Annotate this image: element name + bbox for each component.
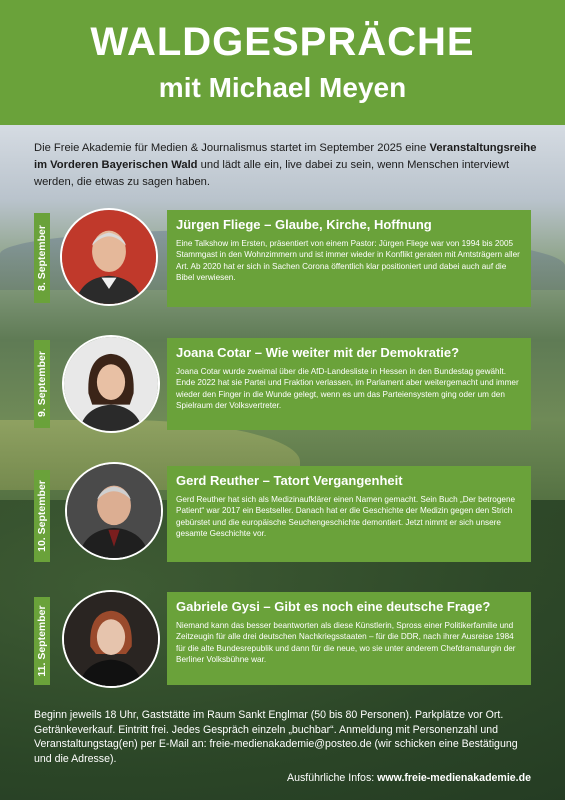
- portrait-image: [64, 337, 158, 431]
- intro-part1: Die Freie Akademie für Medien & Journalismus startet im September 2025 eine: [34, 142, 430, 154]
- event-title: Joana Cotar – Wie weiter mit der Demokratie?: [176, 345, 460, 360]
- portrait-image: [62, 210, 156, 304]
- event-card-2: [167, 338, 531, 430]
- event-card-3: [167, 466, 531, 562]
- event-title: Gabriele Gysi – Gibt es noch eine deutsche Frage?: [176, 599, 491, 614]
- page-title: WALDGESPRÄCHE: [90, 20, 475, 64]
- event-description: Gerd Reuther hat sich als Medizinaufklärer einen Namen gemacht. Sein Buch „Der betrogene Patient“ war 2017 ein Bestseller. Danach hat er die Geschichte der Medizin gegen den Strich gebürstet und die europäische Seuchengeschichte demontiert. Jetzt nimmt er sich unsere gesamte Geschichte vor.: [176, 495, 516, 538]
- portrait-juergen-fliege: [60, 208, 158, 306]
- website-url[interactable]: www.freie-medienakademie.de: [377, 772, 531, 784]
- date-tab-1: [34, 213, 50, 303]
- event-description: Eine Talkshow im Ersten, präsentiert von einem Pastor: Jürgen Fliege war von 1994 bis 2005 Stammgast in den Wohnzimmern und ist immer wieder in Konflikt geraten mit Amtsträgern aller Art. Ab 2020 hat er sich in Sachen Corona öffentlich klar positioniert und dabei auch auf die Bibel verwiesen.: [176, 239, 520, 282]
- page-subtitle: mit Michael Meyen: [158, 72, 407, 103]
- event-card-4: [167, 592, 531, 685]
- intro-bold: Veranstaltungsreihe im Vorderen Bayerischen Wald: [34, 142, 537, 171]
- portrait-image: [67, 464, 161, 558]
- event-date: 9. September: [36, 351, 48, 417]
- date-tab-3: [34, 470, 50, 562]
- intro-text: [34, 140, 539, 191]
- portrait-gabriele-gysi: [62, 590, 160, 688]
- website-link-label: Ausführliche Infos:: [287, 772, 378, 784]
- event-description: Niemand kann das besser beantworten als diese Künstlerin, Spross einer Politikerfamilie und Zeitzeugin für alle drei deutschen Nachkriegsstaaten – für die DDR, nach ihrer Ausreise 1984 für die alte Bundesrepublik und dann für die neue, wo sie unter anderem Chefdramaturgin der Berliner Volksbühne war.: [176, 621, 516, 664]
- header-banner: [0, 0, 565, 125]
- intro-part2: und lädt alle ein, live dabei zu sein, wenn Menschen interviewt werden, die etwas zu sagen haben.: [34, 159, 510, 188]
- event-title: Gerd Reuther – Tatort Vergangenheit: [176, 473, 403, 488]
- event-date: 10. September: [36, 480, 48, 552]
- date-tab-4: [34, 597, 50, 685]
- portrait-gerd-reuther: [65, 462, 163, 560]
- event-card-1: [167, 210, 531, 307]
- event-date: 11. September: [36, 605, 48, 677]
- date-tab-2: [34, 340, 50, 428]
- portrait-joana-cotar: [62, 335, 160, 433]
- event-description: Joana Cotar wurde zweimal über die AfD-Landesliste in Hessen in den Bundestag gewählt. Ende 2022 hat sie Partei und Fraktion verlassen, im Parlament aber weitergemacht und immer wieder den Finger in die Wunde gelegt, wenn es um das Parteiensystem ging oder um den Spielraum der Volksvertreter.: [176, 367, 519, 410]
- website-link[interactable]: [287, 772, 531, 784]
- footer-info: Beginn jeweils 18 Uhr, Gaststätte im Raum Sankt Englmar (50 bis 80 Personen). Parkplätze vor Ort. Getränkeverkauf. Eintritt frei. Jedes Gespräch einzeln „buchbar“. Anmeldung mit Personenzahl und Veranstaltungstag(en) per E-Mail an: freie-medienakademie@posteo.de (wir schicken eine Bestätigung und die Adresse).: [34, 709, 518, 765]
- portrait-image: [64, 592, 158, 686]
- event-date: 8. September: [36, 225, 48, 291]
- event-title: Jürgen Fliege – Glaube, Kirche, Hoffnung: [176, 217, 432, 232]
